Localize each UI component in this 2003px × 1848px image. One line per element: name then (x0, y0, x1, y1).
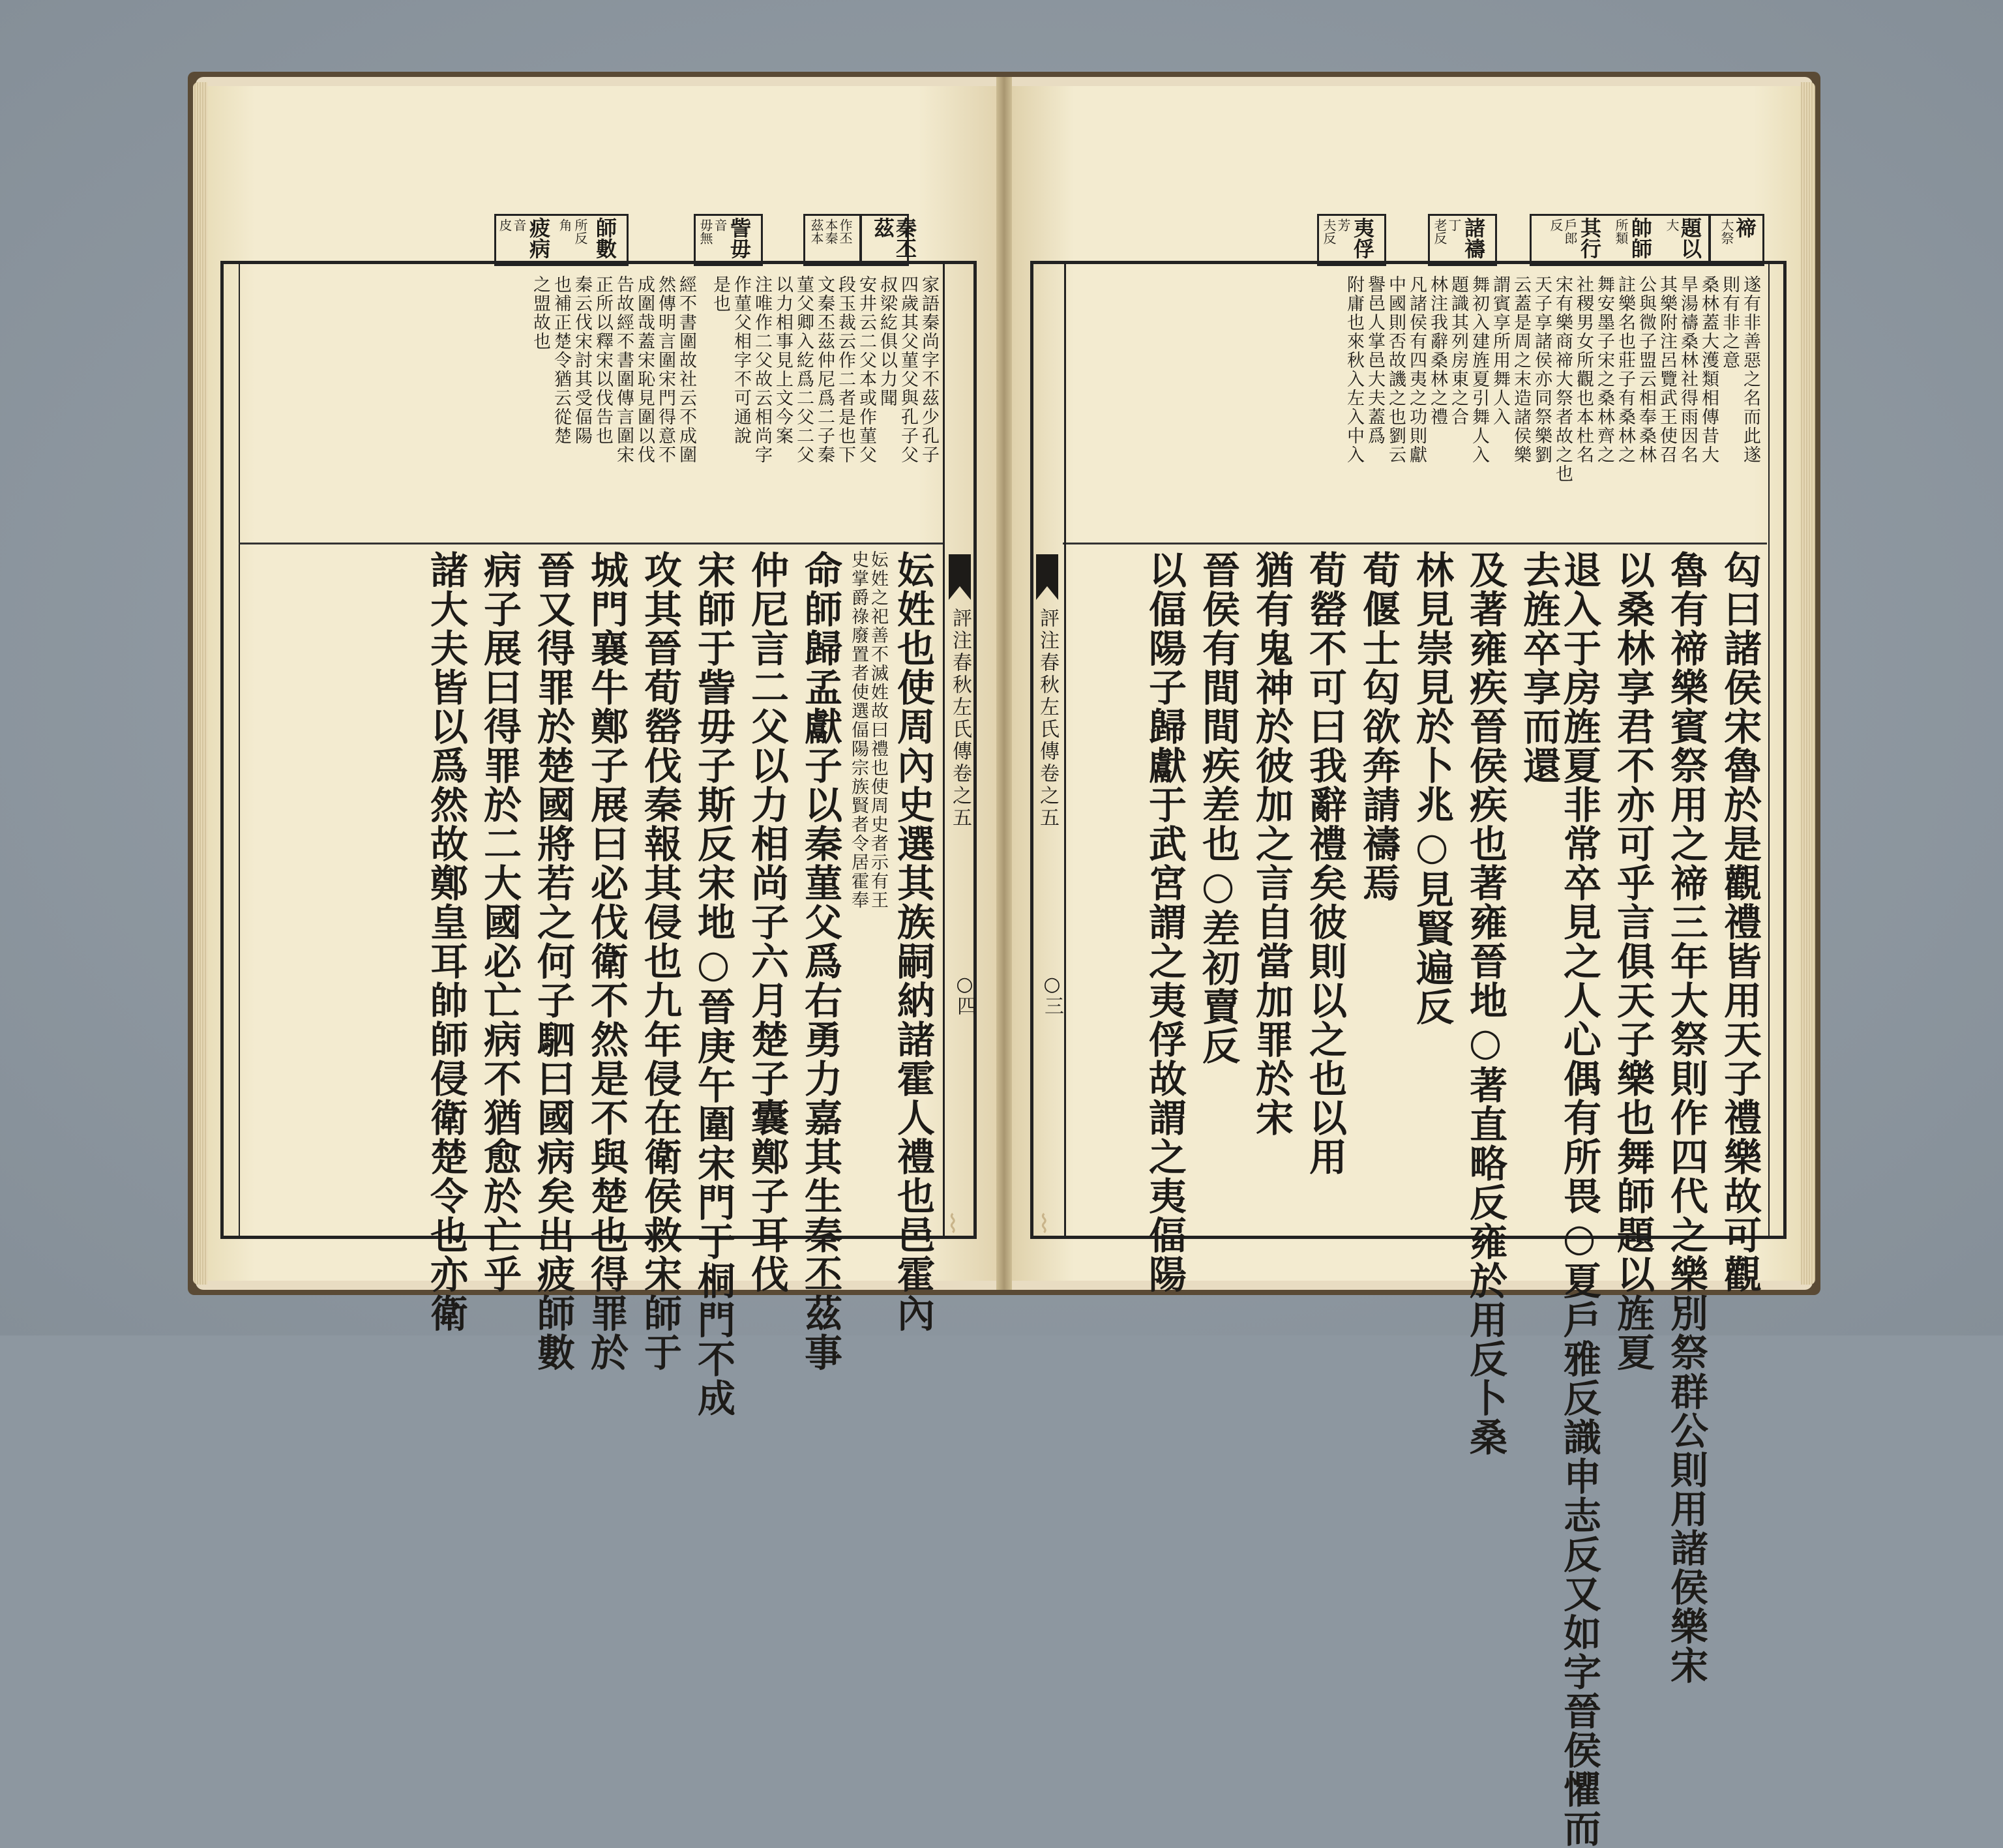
main-text-column: 林見崇見於卜兆○見賢遍反 (1410, 550, 1454, 1026)
main-text-column: 退入于房旌夏非常卒見之人心偶有所畏○夏戶雅反識申志反又如字晉侯懼而 (1557, 550, 1601, 1848)
main-text-column: 晉侯有間間疾差也○差初賣反 (1196, 550, 1240, 1066)
main-text-column: 宋師于訾毋子斯反宋地○晉庚午圍宋門于桐門不成 (691, 550, 735, 1418)
gloss-box (1530, 214, 1711, 266)
main-text-column: 魯有禘樂賓祭用之禘三年大祭則作四代之樂別祭群公則用諸侯樂宋 (1664, 550, 1708, 1685)
gloss-note: 丁 (1446, 218, 1462, 231)
annotation-column: 叔梁紇俱以力聞 (877, 275, 897, 408)
commentary-column: 史掌爵祿廢置者使選偪陽宗族賢者令居霍奉 (848, 550, 868, 910)
main-text-column: 攻其晉荀罃伐秦報其侵也九年侵在衛侯救宋師于 (638, 550, 682, 1372)
gloss-title: 諸禱 (1461, 217, 1486, 259)
annotation-column: 旱湯禱桑林社得雨因名 (1678, 275, 1698, 464)
annotation-column: 秦云伐宋討其受偪陽 (572, 275, 592, 445)
main-text-column: 以偪陽子歸獻于武宮謂之夷俘故謂之夷偪陽 (1142, 550, 1187, 1294)
gloss-note: 音 (511, 218, 527, 231)
annotation-column: 作菫父相字不可通說 (731, 275, 751, 445)
annotation-column: 社稷男女所觀也本杜名 (1573, 275, 1594, 464)
annotation-column: 則有非之意 (1719, 275, 1740, 370)
gloss-note: 反 (1548, 218, 1564, 231)
main-text-column: 妘姓也使周內史選其族嗣納諸霍人禮也邑霍內 (891, 550, 935, 1333)
binding-thread-icon: ⌇ (947, 1210, 959, 1238)
gloss-title: 禘 (1732, 217, 1757, 238)
annotation-column: 謂賓享所用舞人入 (1490, 275, 1510, 426)
annotation-column: 段玉裁云作二者是也下 (835, 275, 855, 464)
gloss-title: 帥師 (1628, 217, 1653, 259)
annotation-column: 天子享諸侯亦同祭樂劉 (1532, 275, 1552, 464)
left-fore-edge (193, 82, 207, 1285)
right-margin-title: 評注春秋左氏傳卷之五 (1036, 608, 1059, 829)
right-outer-margin-rule (1768, 261, 1788, 1239)
book-gutter (996, 77, 1012, 1290)
annotation-column: 四歲其父菫父與孔子父 (898, 275, 918, 464)
annotation-column: 菫父卿入紇爲二父二父 (794, 275, 814, 464)
gloss-title: 訾毋 (727, 217, 752, 259)
main-text-column: 城門襄牛鄭子展曰必伐衛不然是不與楚也得罪於 (584, 550, 629, 1372)
gloss-note: 茲本 (809, 218, 824, 245)
left-outer-margin-rule (220, 261, 240, 1239)
gloss-title: 秦丕茲 (870, 217, 917, 259)
annotation-column: 也補正楚令猶云從楚 (551, 275, 571, 445)
left-page (207, 86, 998, 1418)
annotation-column: 文秦丕茲仲尼爲二子秦 (814, 275, 835, 464)
annotation-column: 譽邑人掌邑大夫蓋爲 (1365, 275, 1385, 445)
annotation-column: 家語秦尚字不茲少孔子 (919, 275, 939, 464)
annotation-column: 云蓋是周之末造諸侯樂 (1511, 275, 1531, 464)
open-book (196, 77, 1813, 1848)
gloss-note: 皮 (497, 218, 512, 231)
right-annotation-divider (1063, 543, 1767, 544)
main-text-column: 荀罃不可曰我辭禮矣彼則以之也以用 (1303, 550, 1347, 1176)
main-text-column: 諸大夫皆以爲然故鄭皇耳帥師侵衛楚令也亦衛 (424, 550, 468, 1333)
annotation-column: 舞安墨子宋之桑林齊之 (1594, 275, 1614, 464)
gloss-note: 所類 (1613, 218, 1629, 245)
main-text-column: 去旌卒享而還 (1517, 550, 1561, 785)
annotation-column: 舞初入建旌夏引舞人入 (1469, 275, 1489, 464)
gloss-title: 題以 (1678, 217, 1702, 259)
binding-thread-icon: ⌇ (1038, 1210, 1050, 1238)
right-fore-edge (1801, 82, 1815, 1285)
gloss-note: 所反 (572, 218, 588, 245)
annotation-column: 公與微子盟云相奉桑林 (1636, 275, 1656, 464)
main-text-column: 晉又得罪於楚國將若之何子駟曰國病矣出疲師數 (531, 550, 575, 1372)
annotation-column: 是也 (710, 275, 730, 313)
annotation-column: 注唯作二父故云相尚字 (752, 275, 772, 464)
gloss-box (859, 214, 917, 266)
annotation-column: 以力相事見上文今案 (773, 275, 793, 445)
gloss-box (1317, 214, 1386, 266)
gloss-title: 師數 (593, 217, 617, 259)
main-text-column: 命師歸孟獻子以秦菫父爲右勇力嘉其生秦丕茲事 (798, 550, 842, 1372)
gloss-notes-box (803, 214, 862, 266)
annotation-column: 遂有非善惡之名而此遂 (1740, 275, 1760, 464)
main-text-column: 病子展曰得罪於二大國必亡病不猶愈於亡乎 (477, 550, 522, 1294)
gloss-note: 戶郎 (1562, 218, 1578, 245)
right-page (1011, 86, 1801, 1848)
annotation-column: 題識其列房東之合 (1448, 275, 1468, 426)
main-text-column: 及著雍疾晉侯疾也著雍晉地○著直略反雍於用反卜桑 (1463, 550, 1507, 1457)
annotation-column: 經不書圍故社云不成圍 (676, 275, 696, 464)
annotation-column: 之盟故也 (530, 275, 550, 351)
gloss-box (1708, 214, 1764, 266)
gloss-note: 本秦 (823, 218, 838, 245)
main-text-column: 仲尼言二父以力相尚子六月楚子囊鄭子耳伐 (745, 550, 789, 1294)
gloss-title: 其行 (1577, 217, 1602, 259)
main-text-column: 荀偃士匃欲奔請禱焉 (1356, 550, 1401, 902)
gloss-note: 音 (712, 218, 728, 231)
gloss-note: 大 (1664, 218, 1680, 231)
gloss-note: 芳 (1335, 218, 1351, 231)
gloss-note: 老反 (1432, 218, 1447, 245)
right-page-number: ○三 (1041, 973, 1063, 1015)
annotation-column: 附庸也來秋入左入中入 (1344, 275, 1364, 464)
main-text-column: 以桑林享君不亦可乎言俱天子樂也舞師題以旌夏 (1610, 550, 1655, 1372)
annotation-column: 其樂附注呂覽武王使召 (1657, 275, 1677, 464)
annotation-column: 宋有樂商禘大祭者故之也 (1552, 275, 1573, 483)
annotation-column: 林注我辭桑林之禮 (1427, 275, 1447, 426)
commentary-column: 妘姓之祀善不滅姓故曰禮也使周史者示有王 (868, 550, 888, 910)
left-page-number: ○四 (953, 973, 976, 1015)
annotation-column: 中國則否故譏之也劉云 (1386, 275, 1406, 464)
gloss-note: 大祭 (1719, 218, 1734, 245)
annotation-column: 凡諸侯有四夷之功則獻 (1406, 275, 1427, 464)
annotation-column: 桑林蓋大濩類相傳昔大 (1699, 275, 1719, 464)
gloss-box (494, 214, 629, 266)
gloss-note: 角 (557, 218, 572, 231)
annotation-column: 然傳明言圍宋門得意不 (655, 275, 675, 464)
main-text-column: 猶有鬼神於彼加之言自當加罪於宋 (1249, 550, 1294, 1137)
left-margin-title: 評注春秋左氏傳卷之五 (949, 608, 972, 829)
annotation-column: 安井云二父本或作菫父 (856, 275, 876, 464)
gloss-note: 作丕 (837, 218, 853, 245)
annotation-column: 正所以釋宋以伐告也 (593, 275, 613, 445)
main-text-column: 匃曰諸侯宋魯於是觀禮皆用天子禮樂故可觀 (1717, 550, 1762, 1294)
annotation-column: 註樂名也莊子有桑林之 (1615, 275, 1635, 464)
gloss-title: 疲病 (526, 217, 551, 259)
gloss-box (1428, 214, 1497, 266)
annotation-column: 成圍哉蓋宋恥見圍以伐 (634, 275, 655, 464)
gloss-box (694, 214, 763, 266)
gloss-note: 毋無 (698, 218, 713, 245)
gloss-title: 夷俘 (1350, 217, 1375, 259)
annotation-column: 告故經不書圍傳言圍宋 (614, 275, 634, 464)
gloss-note: 夫反 (1321, 218, 1337, 245)
left-annotation-divider (239, 543, 943, 544)
